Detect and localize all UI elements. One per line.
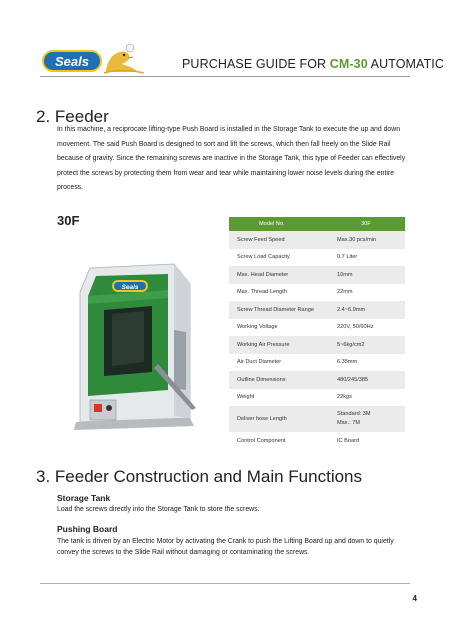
storage-tank-body: Load the screws directly into the Storage Tank to store the screws. <box>57 506 260 513</box>
table-row: Control Component IC Board <box>229 432 405 450</box>
table-row: Screw Feed Speed Max.30 pcs/min <box>229 231 405 249</box>
pushing-board-title: Pushing Board <box>57 524 118 534</box>
model-tag: 30F <box>57 213 80 228</box>
table-row: Screw Load Capacity 0.7 Liter <box>229 249 405 267</box>
section-3-title: 3. Feeder Construction and Main Functions <box>36 467 363 486</box>
table-row: Max. Thread Length 22mm <box>229 284 405 302</box>
feeder-machine-image <box>62 240 202 435</box>
table-row: Deliver hose Length Standard: 3M Max.: 7M <box>229 406 405 432</box>
svg-text:Seals: Seals <box>121 284 139 291</box>
header-title: PURCHASE GUIDE FOR CM-30 AUTOMATIC <box>182 57 445 71</box>
footer-divider <box>40 583 410 584</box>
table-row: Screw Thread Diameter Range 2.4~6.0mm <box>229 301 405 319</box>
table-row: Working Voltage 220V, 50/60Hz <box>229 319 405 337</box>
spec-table <box>229 217 405 450</box>
table-row: Weight 22kgs <box>229 389 405 407</box>
header-divider <box>40 76 410 77</box>
spec-header-label: Model No. <box>229 217 331 231</box>
table-row: Outline Dimensions 480/245/385 <box>229 371 405 389</box>
spec-header-value: 30F <box>331 217 405 231</box>
section-2-title: 2. Feeder <box>36 107 109 126</box>
table-row: Working Air Pressure 5~6kg/cm2 <box>229 336 405 354</box>
table-row: Max. Head Diameter 10mm <box>229 266 405 284</box>
table-row: Air Duct Diameter 6.35mm <box>229 354 405 372</box>
pushing-board-body: The tank is driven by an Electric Motor by activating the Crank to push the Lifting Board up and down to quietly convey the screws to the Slide Rail without damaging or contaminating the screws. <box>57 538 394 556</box>
section-2-body: In this machine, a reciprocate lifting-type Push Board is installed in the Storage Tank to execute the up and down movement. The said Push Board is designed to sort and lift the screws, which then fall freely on the Slide Rail because of gravity. Since the remaining screws are inactive in the Storage Tank, this type of Feeder can effectively protect the screws by protecting them from wear and tear while maintaining lower noise levels during the entire process. <box>57 126 406 191</box>
svg-text:Seals: Seals <box>55 54 89 69</box>
spec-table-header <box>229 217 405 231</box>
storage-tank-title: Storage Tank <box>57 493 111 503</box>
seals-logo <box>40 42 150 76</box>
page-number: 4 <box>412 594 417 603</box>
seal-mascot-icon <box>104 44 144 73</box>
